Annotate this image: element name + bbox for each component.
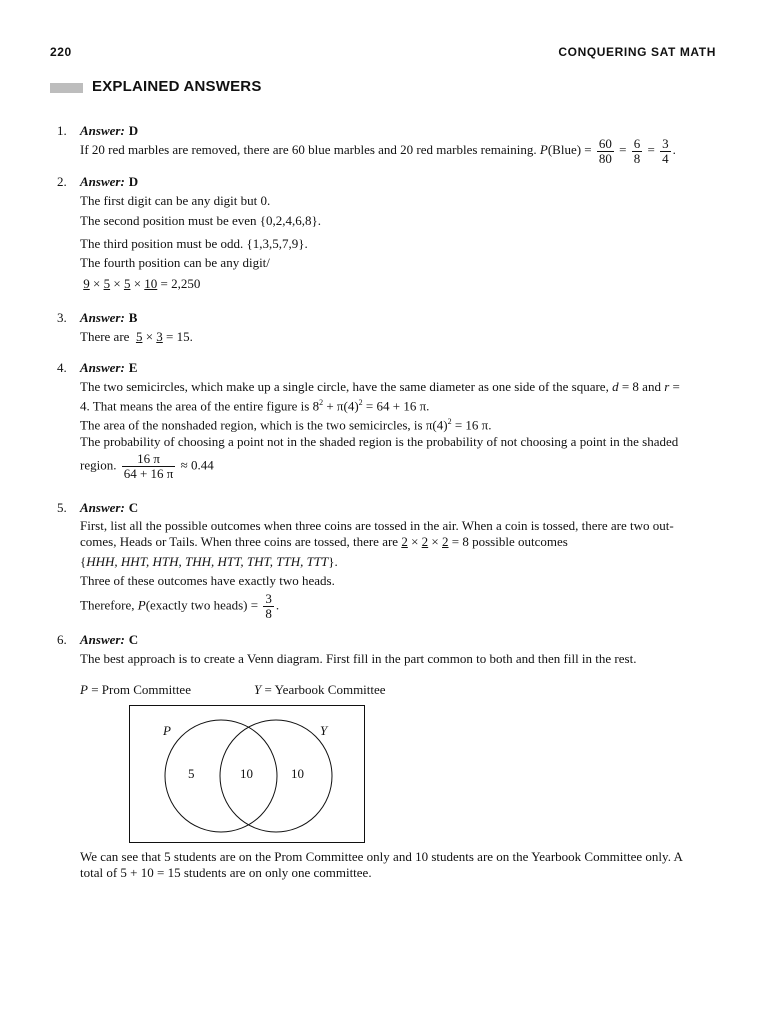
q4-fraction-line: region. $\frac{16 \pi}{64 + 16 \pi}$ ≈ 0.44 (80, 451, 214, 481)
answer-prefix: Answer: (80, 632, 125, 647)
q5-line3: {HHH, HHT, HTH, THH, HTT, THT, TTH, TTT}. (80, 554, 338, 569)
q4-line1: The two semicircles, which make up a single circle, have the same diameter as one side of the square, d = 8 and r = (80, 379, 680, 394)
q6-answer-line (80, 632, 138, 648)
q6-legend-y: Y = Yearbook Committee (254, 682, 386, 697)
q5-line5: Therefore, P(exactly two heads) = $\frac{3}{8}$ . (80, 591, 280, 621)
q4-answer-line (80, 360, 137, 376)
q5-line4: Three of these outcomes have exactly two heads. (80, 573, 335, 588)
q1-number: 1. (57, 123, 67, 138)
q1-end: . (672, 142, 676, 157)
answer-prefix: Answer: (80, 310, 125, 325)
q2-answer: D (128, 174, 139, 189)
venn-y-only: 10 (291, 766, 304, 781)
q5-line2: comes, Heads or Tails. When three coins are tossed, there are 2 × 2 × 2 = 8 possible outcomes (80, 534, 568, 549)
q5-answer: C (128, 500, 139, 515)
q2-equation: 9 × 5 × 5 × 10 = 2,250 (83, 276, 201, 291)
q6-line3: total of 5 + 10 = 15 students are on only one committee. (80, 865, 372, 880)
q1-eq: = (619, 142, 627, 157)
q4-frac: $\frac{16 \pi}{64 + 16 \pi}$ (123, 451, 174, 481)
venn-label-y: Y (320, 723, 328, 738)
q4-line4: The probability of choosing a point not in the shaded region is the probability of not choosing a point in the shaded (80, 434, 679, 449)
q3-equation: There are 5 × 3 = 15. (80, 329, 193, 344)
q5-number: 5. (57, 500, 67, 515)
q4-line2: 4. That means the area of the entire figure is $8^2 + \pi(4)^2 = 64 + 16$ π. (80, 398, 430, 414)
q6-line1: The best approach is to create a Venn diagram. First fill in the part common to both and then fill in the rest. (80, 651, 637, 666)
q1-explanation (80, 135, 676, 166)
q1-blue: (Blue) = (547, 142, 592, 157)
page-number: 220 (50, 45, 72, 59)
q3-answer: B (128, 310, 138, 325)
book-title: CONQUERING SAT MATH (558, 45, 716, 59)
venn-both: 10 (240, 766, 253, 781)
q6-legend-p: P = Prom Committee (80, 682, 191, 697)
answer-prefix: Answer: (80, 500, 125, 515)
q5-line1: First, list all the possible outcomes when three coins are tossed in the air. When a coin is tossed, there are two out- (80, 518, 674, 533)
circle-y (220, 720, 332, 832)
q1-p: P (539, 142, 548, 157)
q4-line3: The area of the nonshaded region, which is the two semicircles, is $\pi(4)^2 = 16$ π. (80, 417, 492, 433)
circle-p (165, 720, 277, 832)
q5-answer-line (80, 500, 138, 516)
q6-line2: We can see that 5 students are on the Prom Committee only and 10 students are on the Yearbook Committee only. A (80, 849, 683, 864)
q1-answer: D (128, 123, 139, 138)
q2-number: 2. (57, 174, 67, 189)
q1-frac1: $\frac{60}{80}$ (598, 135, 612, 166)
section-bar (50, 83, 83, 93)
venn-p-only: 5 (188, 766, 195, 781)
q4-number: 4. (57, 360, 67, 375)
q5-frac: $\frac{3}{8}$ (265, 591, 272, 621)
q3-number: 3. (57, 310, 67, 325)
q2-line4: The fourth position can be any digit/ (80, 255, 270, 270)
venn-label-p: P (163, 723, 171, 738)
q4-answer: E (128, 360, 138, 375)
q1-frac2: $\frac{6}{8}$ (633, 135, 641, 166)
q2-line2: The second position must be even {0,2,4,6,8}. (80, 213, 322, 228)
answer-prefix: Answer: (80, 174, 125, 189)
answer-prefix: Answer: (80, 360, 125, 375)
section-title: EXPLAINED ANSWERS (92, 78, 262, 95)
answer-prefix: Answer: (80, 123, 125, 138)
q1-eq: = (647, 142, 655, 157)
q2-line3: The third position must be odd. {1,3,5,7,9}. (80, 236, 308, 251)
q2-answer-line (80, 174, 138, 190)
q6-number: 6. (57, 632, 67, 647)
venn-diagram (129, 705, 365, 843)
q2-line1: The first digit can be any digit but 0. (80, 193, 271, 208)
q6-answer: C (128, 632, 139, 647)
q3-answer-line (80, 310, 137, 326)
q1-text: If 20 red marbles are removed, there are 60 blue marbles and 20 red marbles remaining. (80, 142, 537, 157)
q1-frac3: $\frac{3}{4}$ (662, 135, 669, 166)
